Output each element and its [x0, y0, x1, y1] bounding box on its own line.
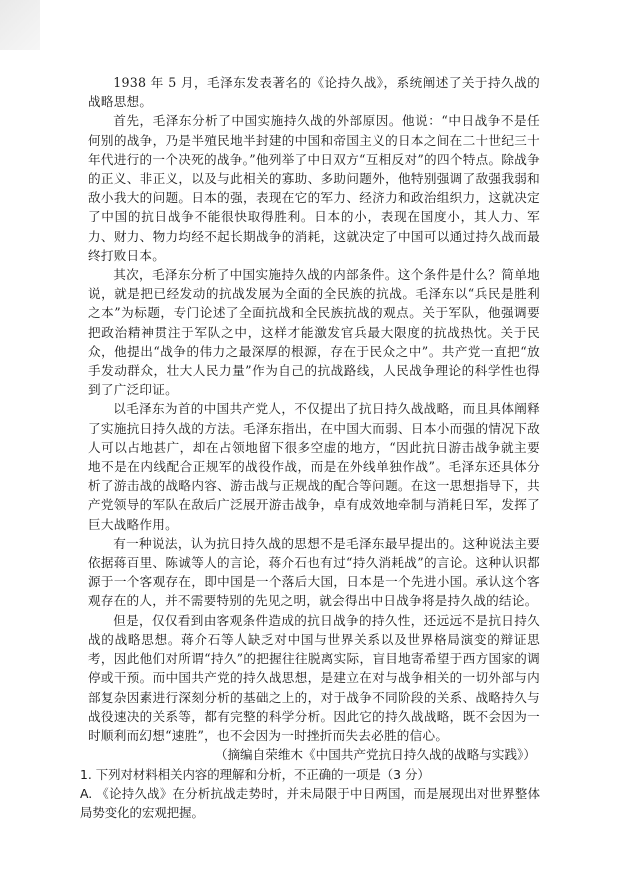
article-paragraph-2: 首先，毛泽东分析了中国实施持久战的外部原因。他说：“中日战争不是任何别的战争，乃是半殖民地半封建的中国和帝国主义的日本之间在二十世纪三十年代进行的一个决死的战争。”他列举了中日双方“互相反对”的四个特点。除战争的正义、非正义，以及与此相关的寡助、多助问题外，他特别强调了敌强我弱和敌小我大的问题。日本的强，表现在它的军力、经济力和政治组织力，这就决定了中国的抗日战争不能很快取得胜利。日本的小，表现在国度小，其人力、军力、财力、物力均经不起长期战争的消耗，这就决定了中国可以通过持久战而最终打败日本。	[88, 113, 540, 263]
question-1-stem: 1. 下列对材料相关内容的理解和分析，不正确的一项是（3 分）	[80, 767, 430, 783]
article-paragraph-4: 以毛泽东为首的中国共产党人，不仅提出了抗日持久战战略，而且具体阐释了实施抗日持久战的方法。毛泽东指出，在中国大而弱、日本小而强的情况下敌人可以占地甚广，却在占领地留下很多空虚的地方，“因此抗日游击战争就主要地不是在内线配合正规军的战役作战，而是在外线单独作战”。毛泽东还具体分析了游击战的战略内容、游击战与正规战的配合等问题。在这一思想指导下，共产党领导的军队在敌后广泛展开游击战争，卓有成效地牵制与消耗日军，发挥了巨大战略作用。	[88, 401, 540, 532]
article-paragraph-5: 有一种说法，认为抗日持久战的思想不是毛泽东最早提出的。这种说法主要依据蒋百里、陈诚等人的言论，蒋介石也有过“持久消耗战”的言论。这种认识都源于一个客观存在，即中国是一个落后大国，日本是一个先进小国。承认这个客观存在的人，并不需要特别的先见之明，就会得出中日战争将是持久战的结论。	[88, 535, 540, 609]
scan-corner-shade	[0, 0, 40, 50]
question-1-option-a: A. 《论持久战》在分析抗战走势时，并未局限于中日两国，而是展现出对世界整体局势变化的宏观把握。	[80, 786, 540, 821]
article-source: （摘编自荣维木《中国共产党抗日持久战的战略与实践》）	[214, 747, 536, 763]
article-paragraph-1: 1938 年 5 月，毛泽东发表著名的《论持久战》，系统阐述了关于持久战的战略思想。	[88, 75, 540, 110]
article-paragraph-6: 但是，仅仅看到由客观条件造成的抗日战争的持久性，还远远不是抗日持久战的战略思想。蒋介石等人缺乏对中国与世界关系以及世界格局演变的辩证思考，因此他们对所谓“持久”的把握往往脱离实际，盲目地寄希望于西方国家的调停或干预。而中国共产党的持久战思想，是建立在对与战争相关的一切外部与内部复杂因素进行深刻分析的基础之上的，对于战争不同阶段的关系、战略持久与战役速决的关系等，都有完整的科学分析。因此它的持久战战略，既不会因为一时顺利而幻想“速胜”，也不会因为一时挫折而失去必胜的信心。	[88, 612, 540, 743]
document-page	[80, 73, 540, 822]
article	[88, 73, 540, 764]
question-section	[80, 765, 540, 822]
article-paragraph-3: 其次，毛泽东分析了中国实施持久战的内部条件。这个条件是什么？简单地说，就是把已经发动的抗战发展为全面的全民族的抗战。毛泽东以“兵民是胜利之本”为标题，专门论述了全面抗战和全民族抗战的观点。关于军队，他强调要把政治精神贯注于军队之中，这样才能激发官兵最大限度的抗战热忱。关于民众，他提出“战争的伟力之最深厚的根源，存在于民众之中”。共产党一直把“放手发动群众，壮大人民力量”作为自己的抗战路线，人民战争理论的科学性也得到了广泛印证。	[88, 267, 540, 398]
